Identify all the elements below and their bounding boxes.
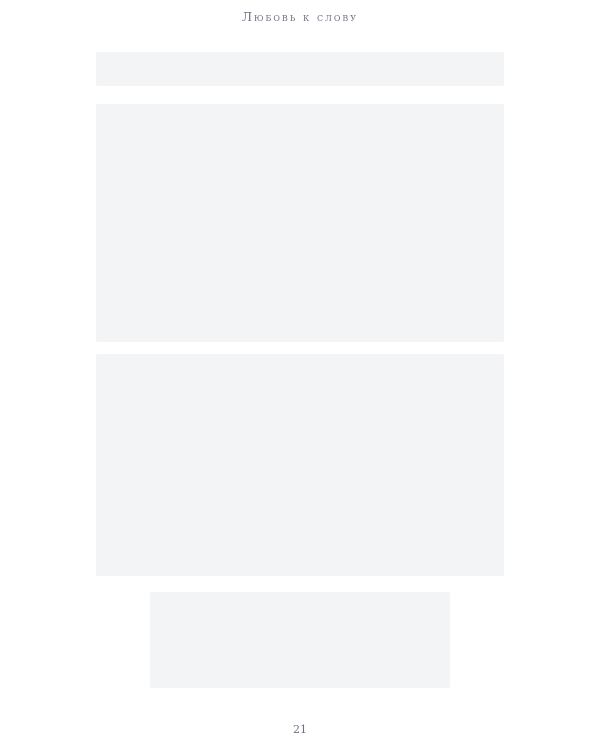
page-number: 21: [293, 723, 307, 736]
paragraph-1-block: [96, 104, 504, 342]
running-title: Любовь к слову: [241, 10, 359, 24]
paragraph-2-block: [96, 354, 504, 576]
epigraph-block: [96, 52, 504, 86]
verse-block: [150, 592, 450, 688]
